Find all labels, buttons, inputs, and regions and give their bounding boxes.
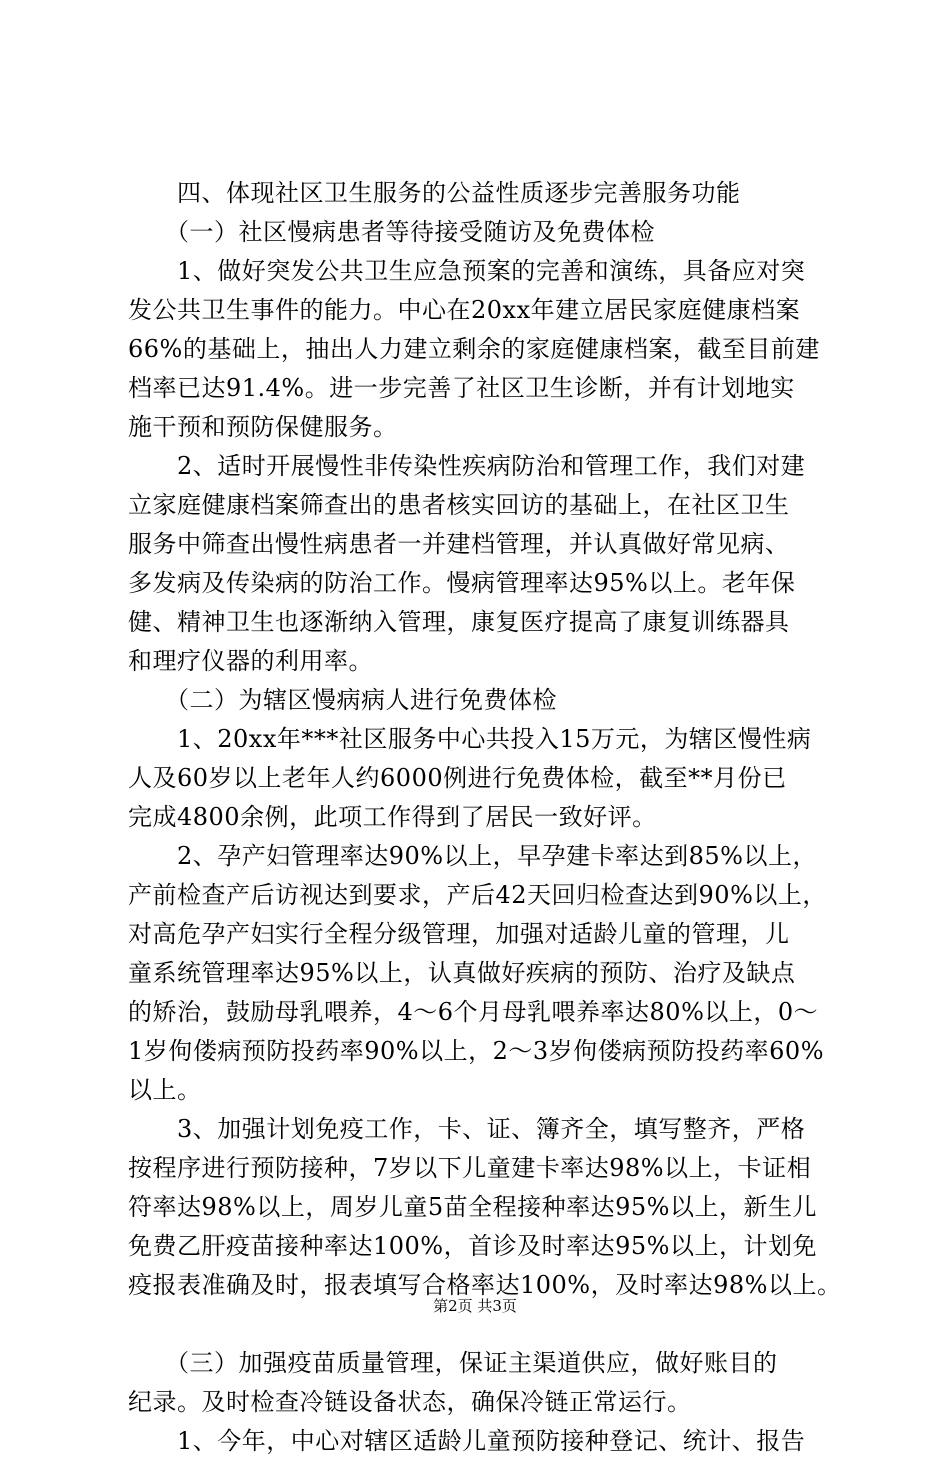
paragraph-line: 童系统管理率达95%以上，认真做好疾病的预防、治疗及缺点 (128, 959, 796, 987)
paragraph-line: 3、加强计划免疫工作，卡、证、簿齐全，填写整齐，严格 (128, 1115, 806, 1143)
paragraph-line: 发公共卫生事件的能力。中心在20xx年建立居民家庭健康档案 (128, 296, 801, 324)
paragraph-line: 以上。 (128, 1076, 202, 1104)
paragraph-line: 纪录。及时检查冷链设备状态，确保冷链正常运行。 (128, 1388, 692, 1416)
paragraph-line: 按程序进行预防接种，7岁以下儿童建卡率达98%以上，卡证相 (128, 1154, 812, 1182)
document-body (128, 174, 848, 1461)
paragraph-line: 和理疗仪器的利用率。 (128, 647, 373, 675)
paragraph-line: 66%的基础上，抽出人力建立剩余的家庭健康档案，截至目前建 (128, 335, 820, 363)
paragraph-line: 1岁佝偻病预防投药率90%以上，2～3岁佝偻病预防投药率60% (128, 1037, 824, 1065)
subsection-heading: （一）社区慢病患者等待接受随访及免费体检 (128, 218, 655, 246)
paragraph-line: 的矫治，鼓励母乳喂养，4～6个月母乳喂养率达80%以上，0～ (128, 998, 819, 1026)
paragraph-line: 产前检查产后访视达到要求，产后42天回归检查达到90%以上， (128, 881, 827, 909)
paragraph-line: 多发病及传染病的防治工作。慢病管理率达95%以上。老年保 (128, 569, 796, 597)
section-heading: 四、体现社区卫生服务的公益性质逐步完善服务功能 (128, 179, 741, 207)
paragraph-line: 施干预和预防保健服务。 (128, 413, 398, 441)
paragraph-line: 档率已达91.4%。进一步完善了社区卫生诊断，并有计划地实 (128, 374, 795, 402)
paragraph-line: 符率达98%以上，周岁儿童5苗全程接种率达95%以上，新生儿 (128, 1193, 817, 1221)
paragraph-line: 健、精神卫生也逐渐纳入管理，康复医疗提高了康复训练器具 (128, 608, 790, 636)
subsection-heading: （三）加强疫苗质量管理，保证主渠道供应，做好账目的 (128, 1349, 778, 1377)
paragraph-line: 1、今年，中心对辖区适龄儿童预防接种登记、统计、报告 (128, 1427, 806, 1455)
paragraph-line: 免费乙肝疫苗接种率达100%，首诊及时率达95%以上，计划免 (128, 1232, 817, 1260)
paragraph-line: 对高危孕产妇实行全程分级管理，加强对适龄儿童的管理，儿 (128, 920, 790, 948)
page-number: 第2页 共3页 (433, 1297, 517, 1315)
paragraph-line: 人及60岁以上老年人约6000例进行免费体检，截至**月份已 (128, 764, 787, 792)
paragraph-line: 立家庭健康档案筛查出的患者核实回访的基础上，在社区卫生 (128, 491, 790, 519)
paragraph-line: 2、适时开展慢性非传染性疾病防治和管理工作，我们对建 (128, 452, 806, 480)
paragraph-line: 2、孕产妇管理率达90%以上，早孕建卡率达到85%以上， (128, 842, 817, 870)
paragraph-line: 1、做好突发公共卫生应急预案的完善和演练，具备应对突 (128, 257, 806, 285)
paragraph-line: 服务中筛查出慢性病患者一并建档管理，并认真做好常见病、 (128, 530, 790, 558)
paragraph-line: 1、20xx年***社区服务中心共投入15万元，为辖区慢性病 (128, 725, 812, 753)
paragraph-line: 疫报表准确及时，报表填写合格率达100%，及时率达98%以上。 (128, 1271, 842, 1299)
paragraph-line: 完成4800余例，此项工作得到了居民一致好评。 (128, 803, 657, 831)
subsection-heading: （二）为辖区慢病病人进行免费体检 (128, 686, 557, 714)
